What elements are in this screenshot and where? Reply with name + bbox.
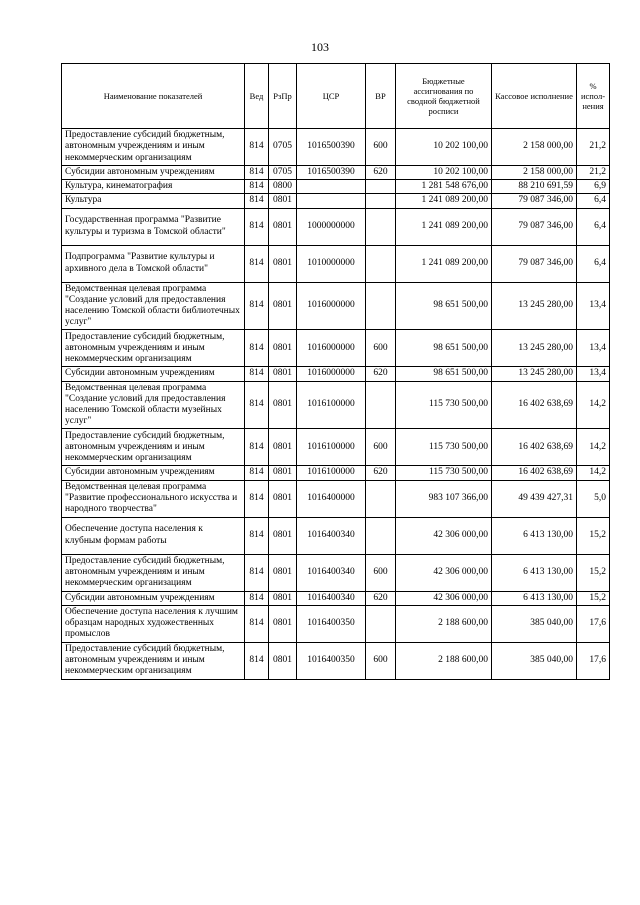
cell-vr: 600: [366, 642, 396, 679]
cell-vr: 600: [366, 330, 396, 367]
cell-csr: 1016400340: [297, 591, 366, 605]
cell-budget: 1 241 089 200,00: [396, 208, 492, 245]
cell-rzpr: 0801: [269, 367, 297, 381]
cell-rzpr: 0801: [269, 381, 297, 429]
header-name: Наименование показателей: [62, 64, 245, 129]
cell-cash: 2 158 000,00: [492, 129, 577, 166]
cell-budget: 10 202 100,00: [396, 166, 492, 180]
cell-name: Предоставление субсидий бюджетным, автономным учреждениям и иным некоммерческим организациям: [62, 129, 245, 166]
cell-vr: [366, 180, 396, 194]
cell-budget: 42 306 000,00: [396, 517, 492, 554]
cell-rzpr: 0801: [269, 642, 297, 679]
cell-vr: 620: [366, 367, 396, 381]
cell-budget: 1 281 548 676,00: [396, 180, 492, 194]
table-row: [62, 282, 610, 330]
cell-budget: 1 241 089 200,00: [396, 194, 492, 208]
table-body: [62, 129, 610, 680]
cell-csr: 1000000000: [297, 208, 366, 245]
cell-cash: 16 402 638,69: [492, 429, 577, 466]
cell-budget: 2 188 600,00: [396, 605, 492, 642]
cell-ved: 814: [245, 282, 269, 330]
cell-budget: 983 107 366,00: [396, 480, 492, 517]
header-cash: Кассовое исполнение: [492, 64, 577, 129]
cell-pct: 13,4: [577, 330, 610, 367]
cell-cash: 88 210 691,59: [492, 180, 577, 194]
cell-rzpr: 0705: [269, 129, 297, 166]
header-rzpr: РзПр: [269, 64, 297, 129]
cell-name: Субсидии автономным учреждениям: [62, 466, 245, 480]
cell-csr: 1010000000: [297, 245, 366, 282]
cell-cash: 16 402 638,69: [492, 466, 577, 480]
cell-cash: 13 245 280,00: [492, 330, 577, 367]
cell-rzpr: 0801: [269, 208, 297, 245]
cell-cash: 6 413 130,00: [492, 591, 577, 605]
cell-ved: 814: [245, 166, 269, 180]
cell-vr: 620: [366, 466, 396, 480]
cell-cash: 13 245 280,00: [492, 282, 577, 330]
cell-ved: 814: [245, 480, 269, 517]
cell-name: Предоставление субсидий бюджетным, автономным учреждениям и иным некоммерческим организациям: [62, 330, 245, 367]
cell-name: Государственная программа "Развитие культуры и туризма в Томской области": [62, 208, 245, 245]
cell-name: Предоставление субсидий бюджетным, автономным учреждениям и иным некоммерческим организациям: [62, 429, 245, 466]
cell-ved: 814: [245, 381, 269, 429]
cell-cash: 16 402 638,69: [492, 381, 577, 429]
cell-pct: 5,0: [577, 480, 610, 517]
cell-rzpr: 0801: [269, 605, 297, 642]
cell-csr: 1016400340: [297, 554, 366, 591]
cell-pct: 14,2: [577, 381, 610, 429]
cell-rzpr: 0801: [269, 591, 297, 605]
table-row: [62, 642, 610, 679]
cell-csr: 1016400350: [297, 642, 366, 679]
cell-csr: [297, 180, 366, 194]
cell-vr: 600: [366, 429, 396, 466]
cell-vr: 600: [366, 129, 396, 166]
cell-pct: 13,4: [577, 367, 610, 381]
cell-vr: [366, 480, 396, 517]
header-pct: % испол-нения: [577, 64, 610, 129]
table-row: [62, 166, 610, 180]
cell-ved: 814: [245, 466, 269, 480]
cell-budget: 115 730 500,00: [396, 429, 492, 466]
cell-rzpr: 0801: [269, 480, 297, 517]
cell-cash: 13 245 280,00: [492, 367, 577, 381]
cell-vr: [366, 605, 396, 642]
cell-budget: 115 730 500,00: [396, 381, 492, 429]
table-row: [62, 605, 610, 642]
cell-rzpr: 0801: [269, 466, 297, 480]
cell-rzpr: 0801: [269, 554, 297, 591]
cell-ved: 814: [245, 129, 269, 166]
cell-budget: 42 306 000,00: [396, 591, 492, 605]
cell-pct: 14,2: [577, 466, 610, 480]
cell-pct: 15,2: [577, 591, 610, 605]
cell-csr: 1016000000: [297, 367, 366, 381]
header-ved: Вед: [245, 64, 269, 129]
cell-csr: 1016100000: [297, 429, 366, 466]
cell-budget: 2 188 600,00: [396, 642, 492, 679]
cell-rzpr: 0800: [269, 180, 297, 194]
cell-pct: 17,6: [577, 642, 610, 679]
header-vr: ВР: [366, 64, 396, 129]
cell-csr: 1016000000: [297, 330, 366, 367]
cell-name: Субсидии автономным учреждениям: [62, 166, 245, 180]
cell-ved: 814: [245, 591, 269, 605]
cell-rzpr: 0801: [269, 282, 297, 330]
header-row: [62, 64, 610, 129]
cell-cash: 79 087 346,00: [492, 245, 577, 282]
cell-vr: 620: [366, 591, 396, 605]
cell-budget: 10 202 100,00: [396, 129, 492, 166]
cell-pct: 21,2: [577, 129, 610, 166]
cell-pct: 15,2: [577, 554, 610, 591]
cell-ved: 814: [245, 180, 269, 194]
cell-name: Культура, кинематография: [62, 180, 245, 194]
budget-execution-table: [61, 63, 610, 680]
cell-cash: 385 040,00: [492, 605, 577, 642]
table-row: [62, 367, 610, 381]
cell-pct: 6,4: [577, 208, 610, 245]
cell-name: Ведомственная целевая программа "Развитие профессионального искусства и народного творчества": [62, 480, 245, 517]
cell-csr: [297, 194, 366, 208]
cell-csr: 1016400350: [297, 605, 366, 642]
table-row: [62, 480, 610, 517]
header-csr: ЦСР: [297, 64, 366, 129]
cell-ved: 814: [245, 367, 269, 381]
cell-name: Культура: [62, 194, 245, 208]
cell-budget: 98 651 500,00: [396, 282, 492, 330]
cell-cash: 6 413 130,00: [492, 554, 577, 591]
cell-pct: 6,9: [577, 180, 610, 194]
cell-csr: 1016500390: [297, 129, 366, 166]
cell-budget: 115 730 500,00: [396, 466, 492, 480]
cell-rzpr: 0801: [269, 517, 297, 554]
cell-vr: [366, 381, 396, 429]
cell-name: Субсидии автономным учреждениям: [62, 591, 245, 605]
cell-rzpr: 0705: [269, 166, 297, 180]
table-row: [62, 466, 610, 480]
cell-ved: 814: [245, 605, 269, 642]
table-row: [62, 208, 610, 245]
cell-cash: 79 087 346,00: [492, 208, 577, 245]
cell-ved: 814: [245, 429, 269, 466]
cell-pct: 17,6: [577, 605, 610, 642]
cell-csr: 1016000000: [297, 282, 366, 330]
cell-vr: [366, 282, 396, 330]
cell-ved: 814: [245, 642, 269, 679]
table-row: [62, 180, 610, 194]
cell-vr: [366, 517, 396, 554]
cell-vr: [366, 245, 396, 282]
cell-ved: 814: [245, 194, 269, 208]
table-row: [62, 381, 610, 429]
page-number: 103: [311, 40, 329, 54]
cell-rzpr: 0801: [269, 330, 297, 367]
cell-name: Субсидии автономным учреждениям: [62, 367, 245, 381]
cell-rzpr: 0801: [269, 429, 297, 466]
cell-name: Ведомственная целевая программа "Создание условий для предоставления населению Томской области музейных услуг": [62, 381, 245, 429]
table-header: [62, 64, 610, 129]
cell-vr: 620: [366, 166, 396, 180]
cell-ved: 814: [245, 330, 269, 367]
cell-csr: 1016400340: [297, 517, 366, 554]
cell-name: Подпрограмма "Развитие культуры и архивного дела в Томской области": [62, 245, 245, 282]
cell-cash: 2 158 000,00: [492, 166, 577, 180]
cell-pct: 21,2: [577, 166, 610, 180]
cell-cash: 49 439 427,31: [492, 480, 577, 517]
cell-rzpr: 0801: [269, 245, 297, 282]
cell-pct: 15,2: [577, 517, 610, 554]
table-row: [62, 517, 610, 554]
cell-name: Предоставление субсидий бюджетным, автономным учреждениям и иным некоммерческим организациям: [62, 554, 245, 591]
table-row: [62, 194, 610, 208]
table-row: [62, 429, 610, 466]
cell-name: Ведомственная целевая программа "Создание условий для предоставления населению Томской области библиотечных услуг": [62, 282, 245, 330]
cell-budget: 42 306 000,00: [396, 554, 492, 591]
cell-ved: 814: [245, 517, 269, 554]
cell-csr: 1016100000: [297, 381, 366, 429]
cell-csr: 1016100000: [297, 466, 366, 480]
cell-pct: 6,4: [577, 245, 610, 282]
cell-name: Обеспечение доступа населения к клубным формам работы: [62, 517, 245, 554]
cell-pct: 13,4: [577, 282, 610, 330]
cell-ved: 814: [245, 245, 269, 282]
cell-cash: 79 087 346,00: [492, 194, 577, 208]
table-row: [62, 129, 610, 166]
cell-cash: 385 040,00: [492, 642, 577, 679]
table-row: [62, 330, 610, 367]
cell-pct: 14,2: [577, 429, 610, 466]
cell-budget: 98 651 500,00: [396, 367, 492, 381]
cell-budget: 98 651 500,00: [396, 330, 492, 367]
header-budget: Бюджетные ассигнования по сводной бюджетной росписи: [396, 64, 492, 129]
table-row: [62, 554, 610, 591]
cell-budget: 1 241 089 200,00: [396, 245, 492, 282]
cell-pct: 6,4: [577, 194, 610, 208]
table-row: [62, 591, 610, 605]
cell-vr: 600: [366, 554, 396, 591]
cell-csr: 1016400000: [297, 480, 366, 517]
cell-csr: 1016500390: [297, 166, 366, 180]
cell-ved: 814: [245, 208, 269, 245]
cell-cash: 6 413 130,00: [492, 517, 577, 554]
cell-name: Предоставление субсидий бюджетным, автономным учреждениям и иным некоммерческим организациям: [62, 642, 245, 679]
cell-ved: 814: [245, 554, 269, 591]
cell-name: Обеспечение доступа населения к лучшим образцам народных художественных промыслов: [62, 605, 245, 642]
cell-rzpr: 0801: [269, 194, 297, 208]
cell-vr: [366, 208, 396, 245]
cell-vr: [366, 194, 396, 208]
table-row: [62, 245, 610, 282]
